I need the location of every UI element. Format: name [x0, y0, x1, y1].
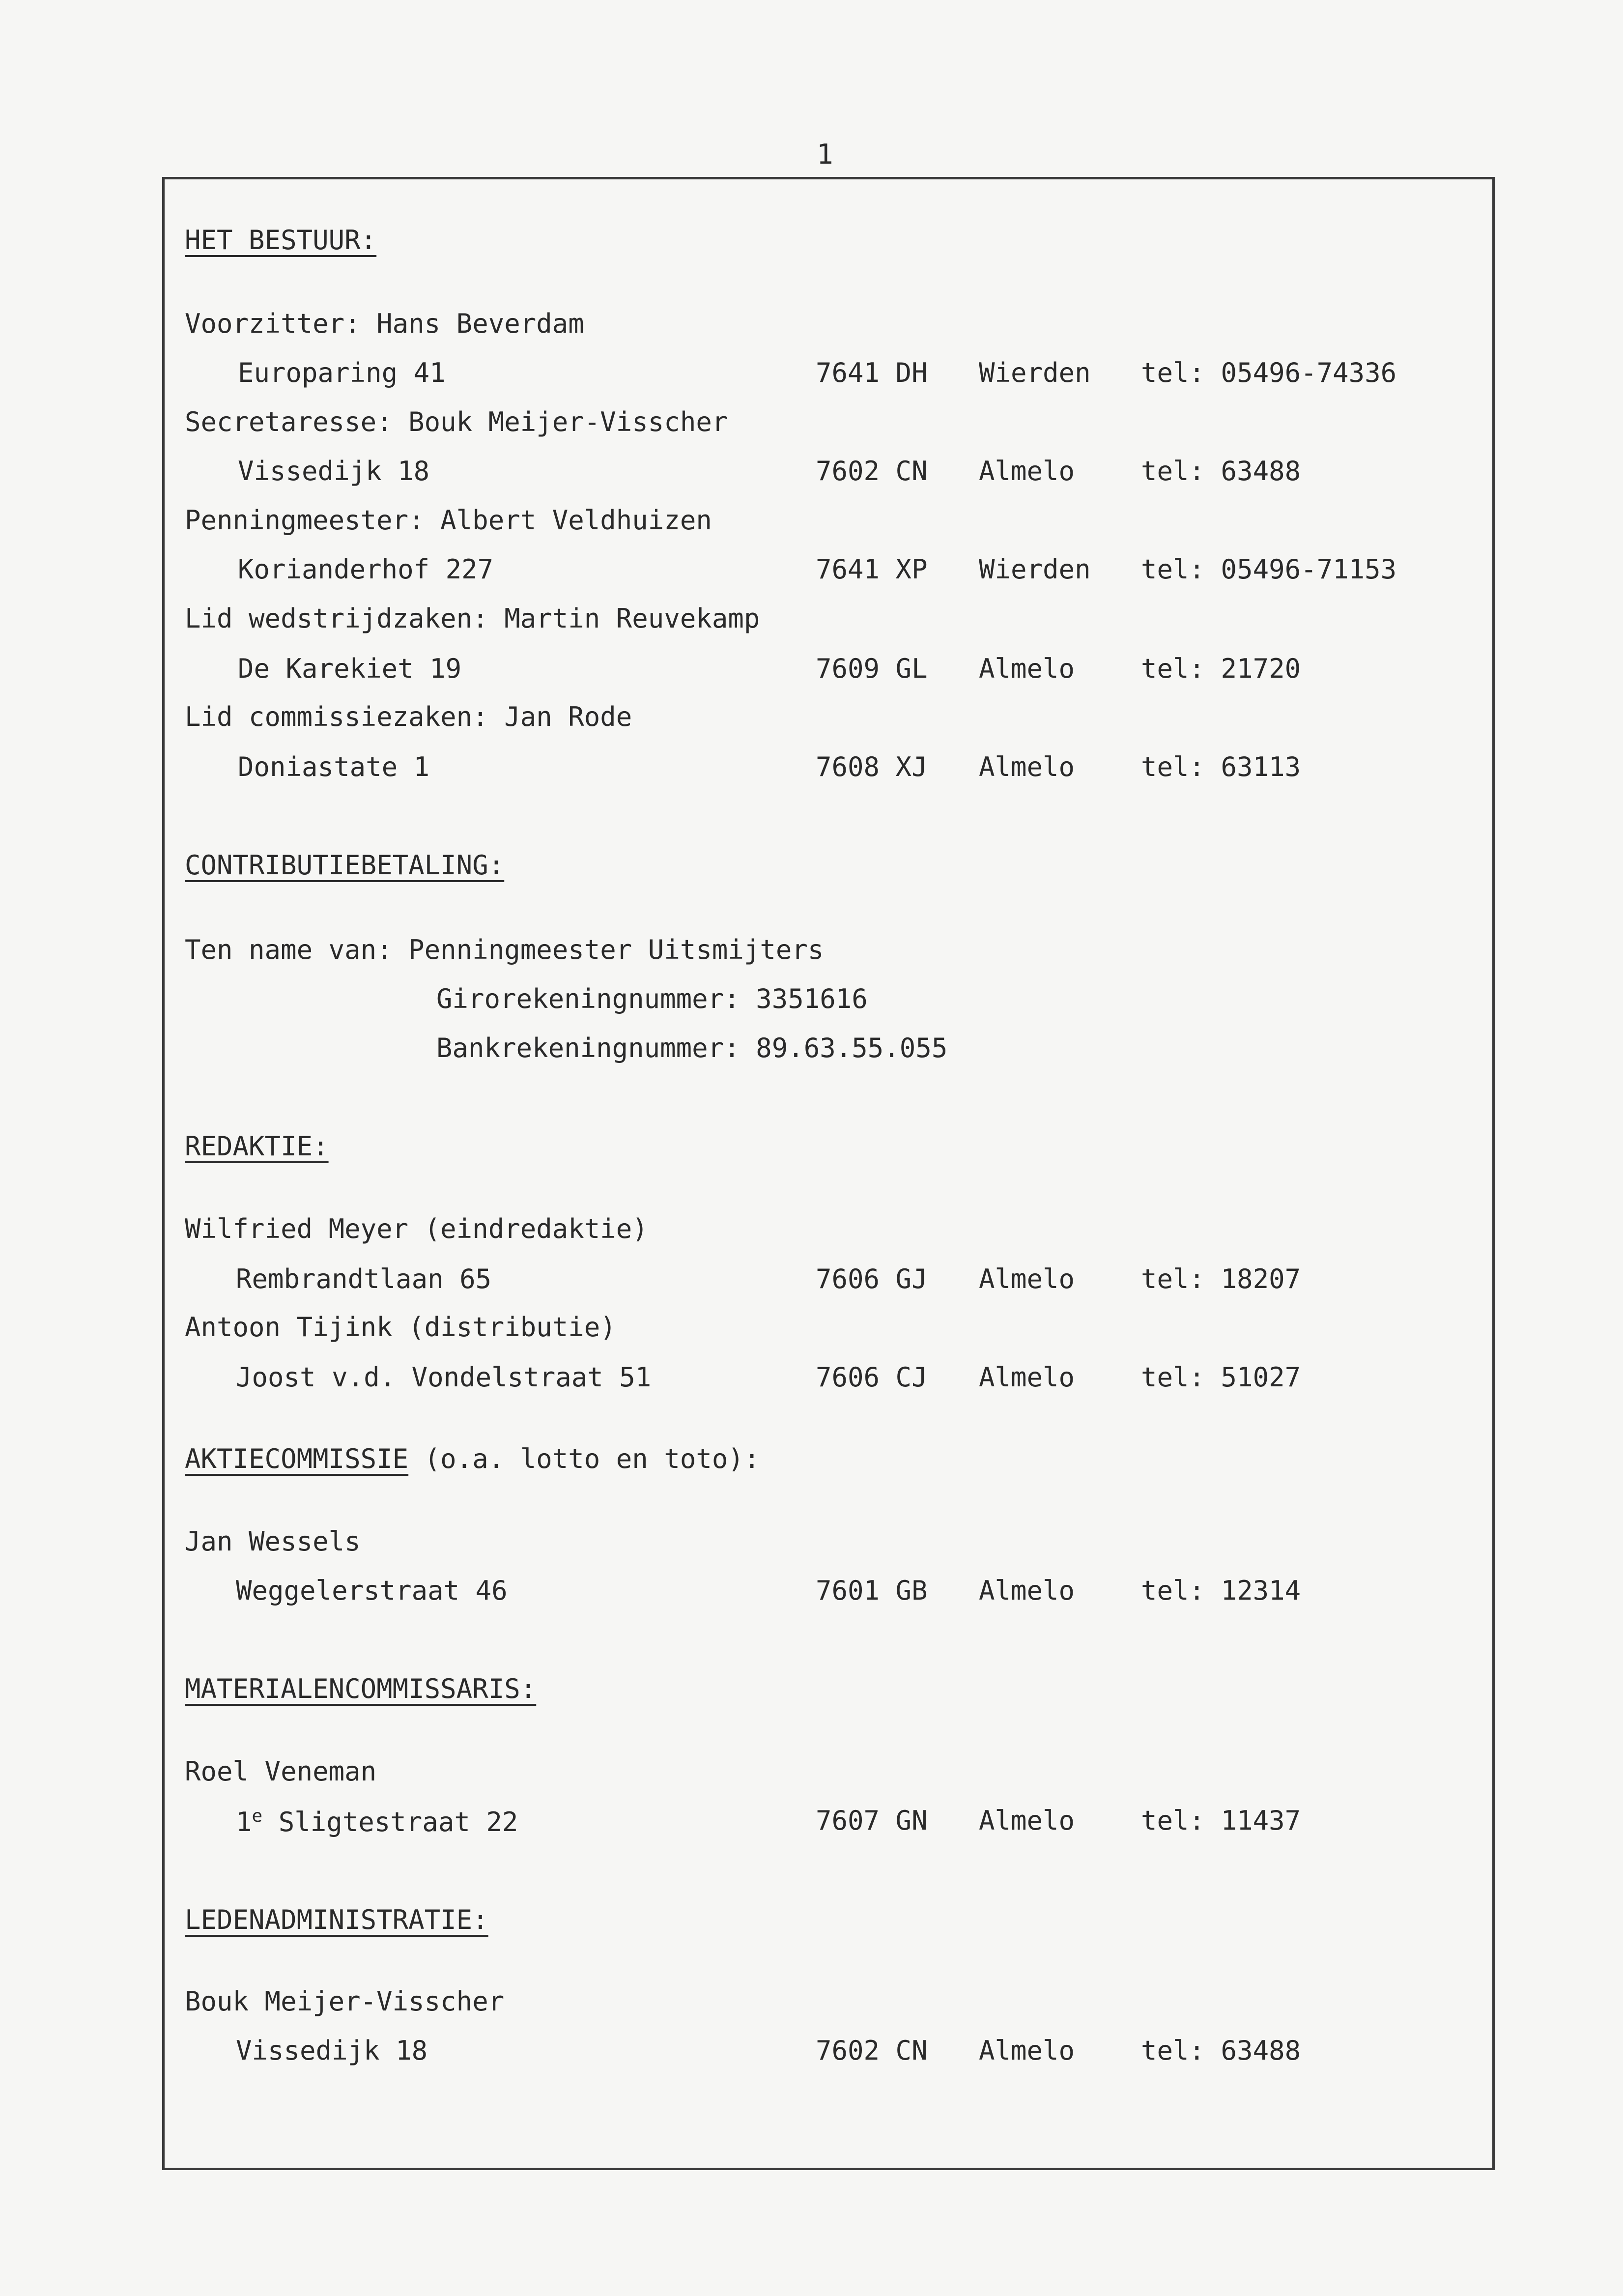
ledenadministratie-tel: tel: 63488 — [1141, 2035, 1301, 2066]
redaktie-city: Almelo — [979, 1362, 1075, 1393]
redaktie-street: Rembrandtlaan 65 — [236, 1263, 492, 1294]
bestuur-city: Wierden — [979, 357, 1091, 388]
bestuur-role-line: Penningmeester: Albert Veldhuizen — [185, 505, 712, 536]
bestuur-city: Almelo — [979, 456, 1075, 487]
bestuur-tel: tel: 63488 — [1141, 456, 1301, 487]
contributie-bank-line: Bankrekeningnummer: 89.63.55.055 — [436, 1033, 948, 1063]
ledenadministratie-postcode: 7602 CN — [816, 2035, 928, 2066]
materialen-postcode: 7607 GN — [816, 1805, 928, 1836]
redaktie-street: Joost v.d. Vondelstraat 51 — [236, 1362, 652, 1393]
bestuur-city: Almelo — [979, 653, 1075, 684]
bestuur-tel: tel: 05496-74336 — [1141, 357, 1397, 388]
aktiecommissie-tel: tel: 12314 — [1141, 1575, 1301, 1606]
bestuur-street: De Karekiet 19 — [238, 653, 462, 684]
redaktie-tel: tel: 18207 — [1141, 1263, 1301, 1294]
bestuur-postcode: 7641 XP — [816, 554, 928, 585]
aktiecommissie-street: Weggelerstraat 46 — [236, 1575, 508, 1606]
bestuur-street: Vissedijk 18 — [238, 456, 430, 487]
redaktie-name-line: Wilfried Meyer (eindredaktie) — [185, 1213, 648, 1244]
bestuur-tel: tel: 05496-71153 — [1141, 554, 1397, 585]
bestuur-role-line: Voorzitter: Hans Beverdam — [185, 308, 584, 339]
bestuur-city: Wierden — [979, 554, 1091, 585]
contributie-name-line: Ten name van: Penningmeester Uitsmijters — [185, 934, 824, 965]
materialen-heading: MATERIALENCOMMISSARIS: — [185, 1673, 537, 1704]
bestuur-street: Doniastate 1 — [238, 751, 430, 782]
bestuur-postcode: 7641 DH — [816, 357, 928, 388]
redaktie-name-line: Antoon Tijink (distributie) — [185, 1312, 616, 1343]
redaktie-city: Almelo — [979, 1263, 1075, 1294]
bestuur-tel: tel: 63113 — [1141, 751, 1301, 782]
contributie-heading: CONTRIBUTIEBETALING: — [185, 850, 505, 881]
materialen-street-sup: e — [252, 1806, 263, 1826]
materialen-street-prefix: 1 — [236, 1807, 252, 1837]
materialen-street — [236, 1808, 518, 1836]
bestuur-postcode: 7608 XJ — [816, 751, 928, 782]
aktiecommissie-name-line: Jan Wessels — [185, 1526, 361, 1557]
page-number: 1 — [817, 139, 833, 171]
bestuur-role-line: Lid wedstrijdzaken: Martin Reuvekamp — [185, 603, 760, 634]
ledenadministratie-heading: LEDENADMINISTRATIE: — [185, 1904, 488, 1935]
bestuur-postcode: 7609 GL — [816, 653, 928, 684]
ledenadministratie-name-line: Bouk Meijer-Visscher — [185, 1986, 505, 2017]
aktiecommissie-city: Almelo — [979, 1575, 1075, 1606]
aktiecommissie-heading: AKTIECOMMISSIE — [185, 1443, 409, 1474]
materialen-street-name: Sligtestraat 22 — [262, 1807, 518, 1837]
materialen-tel: tel: 11437 — [1141, 1805, 1301, 1836]
bestuur-role-line: Lid commissiezaken: Jan Rode — [185, 701, 632, 732]
ledenadministratie-street: Vissedijk 18 — [236, 2035, 428, 2066]
bestuur-postcode: 7602 CN — [816, 456, 928, 487]
bestuur-role-line: Secretaresse: Bouk Meijer-Visscher — [185, 406, 728, 437]
bestuur-street: Korianderhof 227 — [238, 554, 494, 585]
aktiecommissie-heading-line — [185, 1443, 760, 1474]
redaktie-heading: REDAKTIE: — [185, 1131, 329, 1162]
contributie-giro-line: Girorekeningnummer: 3351616 — [436, 983, 868, 1014]
aktiecommissie-heading-suffix: (o.a. lotto en toto): — [408, 1443, 760, 1474]
aktiecommissie-postcode: 7601 GB — [816, 1575, 928, 1606]
bestuur-heading: HET BESTUUR: — [185, 225, 377, 256]
bestuur-city: Almelo — [979, 751, 1075, 782]
materialen-city: Almelo — [979, 1805, 1075, 1836]
redaktie-postcode: 7606 GJ — [816, 1263, 928, 1294]
bestuur-tel: tel: 21720 — [1141, 653, 1301, 684]
redaktie-tel: tel: 51027 — [1141, 1362, 1301, 1393]
materialen-name-line: Roel Veneman — [185, 1756, 377, 1787]
ledenadministratie-city: Almelo — [979, 2035, 1075, 2066]
bestuur-street: Europaring 41 — [238, 357, 446, 388]
redaktie-postcode: 7606 CJ — [816, 1362, 928, 1393]
